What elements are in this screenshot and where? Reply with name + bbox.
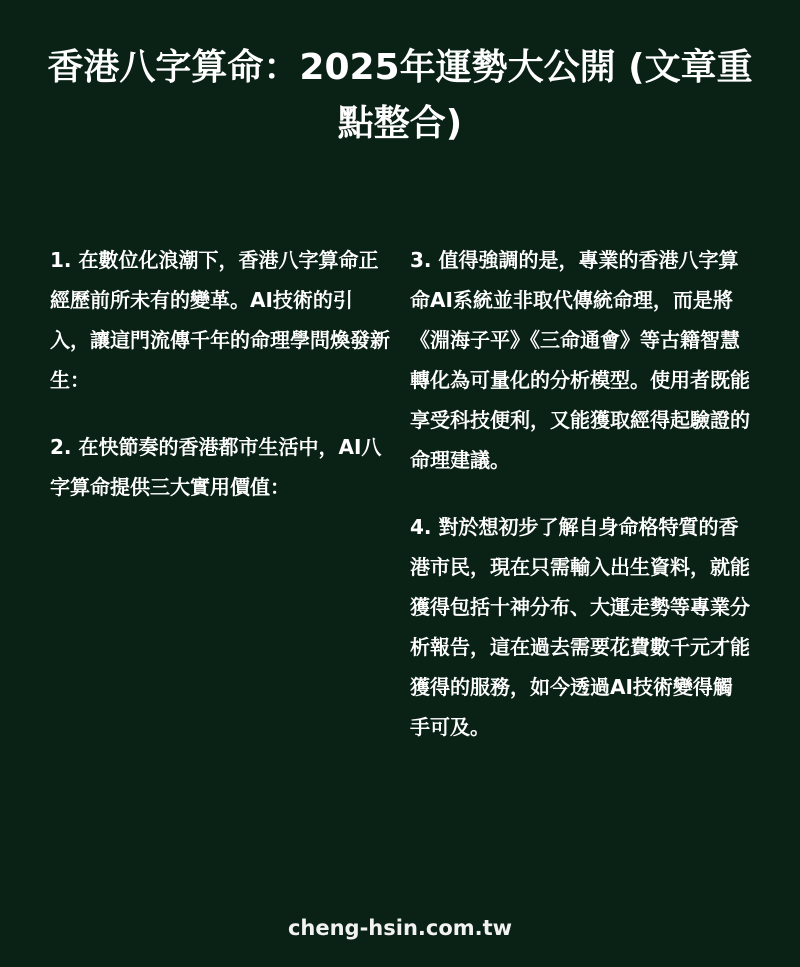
right-column [410, 240, 750, 774]
site-url-footer: cheng-hsin.com.tw [287, 916, 513, 940]
paragraph-3: 3. 值得強調的是，專業的香港八字算命AI系統並非取代傳統命理，而是將《淵海子平》《三命通會》等古籍智慧轉化為可量化的分析模型。使用者既能享受科技便利，又能獲取經得起驗證的命理建議。 [410, 248, 750, 472]
paragraph-2: 2. 在快節奏的香港都市生活中，AI八字算命提供三大實用價值： [50, 435, 382, 499]
paragraph-1: 1. 在數位化浪潮下，香港八字算命正經歷前所未有的變革。AI技術的引入，讓這門流傳千年的命理學問煥發新生： [50, 248, 390, 392]
left-column [50, 240, 390, 534]
paragraph-4: 4. 對於想初步了解自身命格特質的香港市民，現在只需輸入出生資料，就能獲得包括十神分布、大運走勢等專業分析報告，這在過去需要花費數千元才能獲得的服務，如今透過AI技術變得觸手可及。 [410, 515, 750, 739]
page-title: 香港八字算命：2025年運勢大公開 (文章重點整合) [47, 47, 753, 144]
